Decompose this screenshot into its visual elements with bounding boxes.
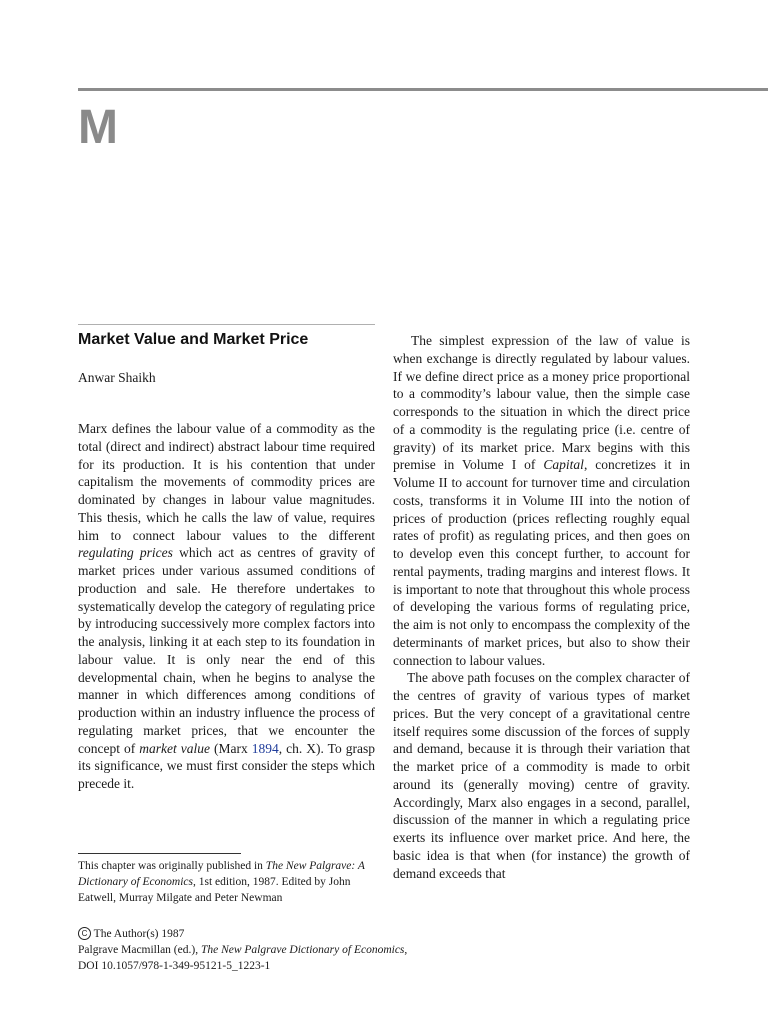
footnote-rule: [78, 853, 241, 854]
paragraph: [78, 420, 375, 793]
article-title: Market Value and Market Price: [78, 331, 309, 348]
text-span: which act as centres of gravity of market prices under various assumed conditions of production and sale. He therefore undertakes to systematically develop the category of regulating price by introducing successively more complex factors into the analysis, linking it at each step to its foundation in labour value. It is only near the end of this developmental chain, when he begins to analyse the manner in which differences among conditions of production within an industry influence the process of regulating market prices, that we encounter the concept of: [78, 545, 375, 756]
paragraph: The above path focuses on the complex character of the centres of gravity of various types of market prices. But the very concept of a gravitational centre itself requires some discussion of the forces of supply and demand, because it is through their variation that the market price of a commodity is made to orbit around its (generally moving) centre of gravity. Accordingly, Marx also engages in a second, parallel, discussion of the manner in which a regulating price exerts its influence over market price. And here, the basic idea is that when (for instance) the growth of demand exceeds that: [393, 670, 690, 881]
paragraph: [393, 332, 690, 669]
right-column: [393, 332, 690, 882]
publisher-line: [78, 942, 458, 958]
term-market-value: market value: [139, 740, 210, 756]
text-span: , concretizes it in Volume II to account for turnover time and circulation costs, transforms it in Volume III into the notion of prices of production (prices reflecting roughly equal rates of profit) as regulating prices, and then goes on to develop even this concept further, to account for rental payments, trading margins and interest flows. It is important to note that throughout this whole process of developing the various forms of regulating price, the aim is not only to encompass the complexity of the determinants of market prices, but also to show their connection to labour values.: [393, 457, 690, 668]
text-span: , 1st edition, 1987. Edited by John Eatwell, Murray Milgate and Peter Newman: [78, 876, 351, 904]
author-name: Anwar Shaikh: [78, 370, 156, 385]
text-span: The Author(s) 1987: [91, 928, 185, 940]
text-span: Marx defines the labour value of a commodity as the total (direct and indirect) abstract labour time required for its production. It is his contention that under capitalism the movements of commodity prices are dominated by changes in labour value magnitudes. This thesis, which he calls the law of value, requires him to connect labour values to the different: [78, 421, 375, 543]
term-regulating-prices: regulating prices: [78, 545, 173, 561]
book-title: The New Palgrave Dictionary of Economics: [200, 944, 405, 956]
term-capital: Capital: [543, 457, 584, 473]
text-span: Palgrave Macmillan (ed.),: [78, 944, 201, 956]
left-column: [78, 420, 375, 793]
book-title: The New Palgrave: A Dictionary of Economics: [78, 860, 365, 888]
section-letter: M: [78, 101, 118, 154]
text-span: , ch. X). To grasp its significance, we must first consider the steps which precede it.: [78, 740, 375, 791]
footnote: [78, 858, 378, 906]
citation-link-1894[interactable]: 1894: [251, 740, 279, 756]
title-rule: [78, 324, 375, 325]
text-span: The simplest expression of the law of value is when exchange is directly regulated by labour values. If we define direct price as a money price proportional to a commodity’s labour value, then the simple case corresponds to the situation in which the direct price of a commodity is the regulating price (i.e. centre of gravity) of its market price. Marx begins with this premise in Volume I of: [393, 333, 690, 473]
text-span: This chapter was originally published in: [78, 860, 266, 872]
text-span: ,: [404, 944, 408, 956]
copyright-block: [78, 926, 458, 974]
doi-line: DOI 10.1057/978-1-349-95121-5_1223-1: [78, 960, 271, 972]
copyright-icon: C: [78, 927, 91, 940]
copyright-line: [78, 926, 458, 942]
text-span: (Marx: [209, 740, 252, 756]
top-rule: [78, 88, 768, 91]
